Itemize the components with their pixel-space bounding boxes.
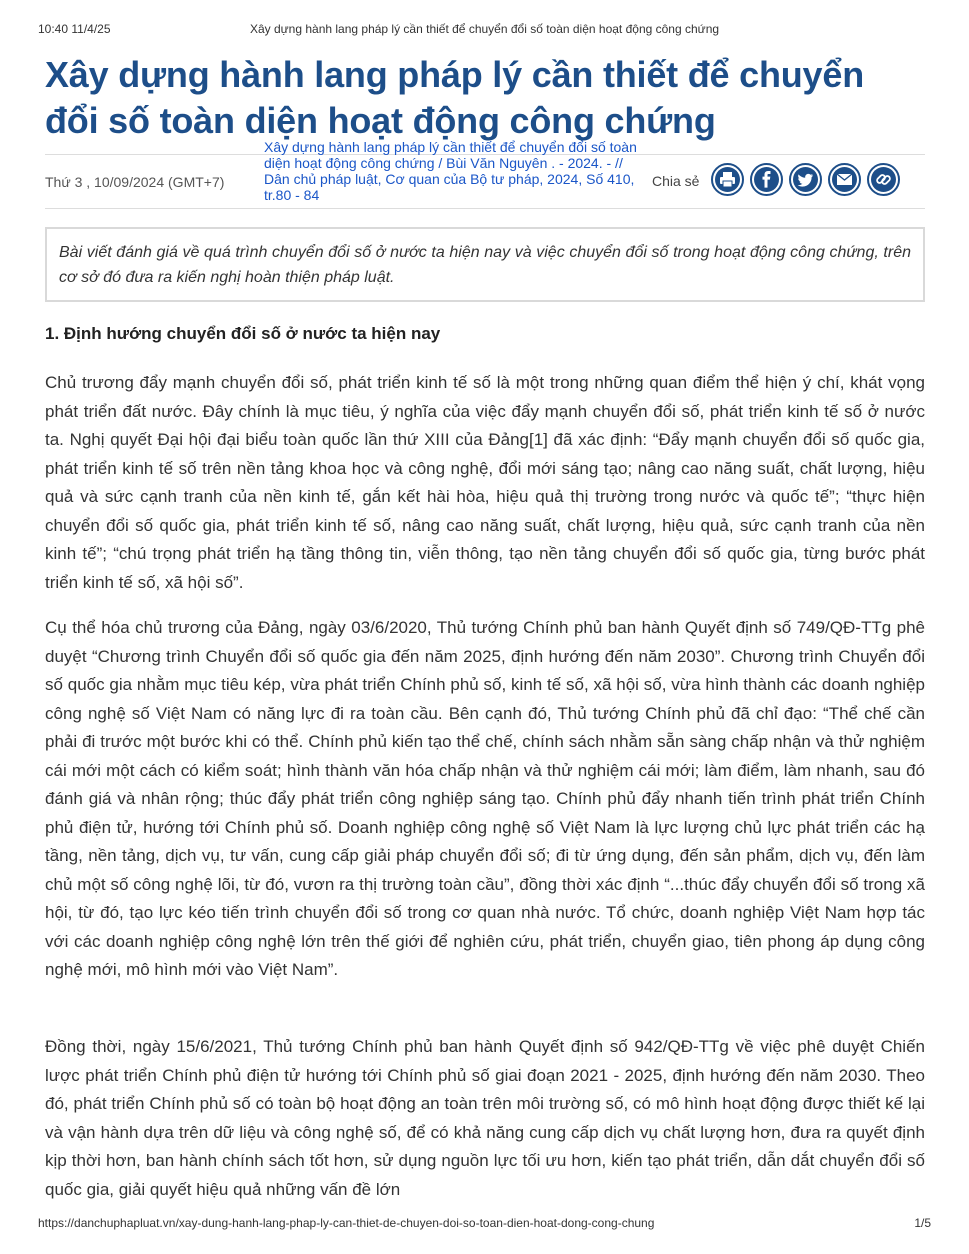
article-title: Xây dựng hành lang pháp lý cần thiết để chuyển đổi số toàn diện hoạt động công chứng <box>45 54 864 141</box>
body-paragraph-2: Cụ thể hóa chủ trương của Đảng, ngày 03/6/2020, Thủ tướng Chính phủ ban hành Quyết định số 749/QĐ-TTg phê duyệt “Chương trình Chuyển đổi số quốc gia đến năm 2025, định hướng đến năm 2030”. Chương trình Chuyển đổi số quốc gia nhằm mục tiêu kép, vừa phát triển Chính phủ số, kinh tế số, xã hội số, vừa hình thành các doanh nghiệp công nghệ số Việt Nam có năng lực đi ra toàn cầu. Bên cạnh đó, Thủ tướng Chính phủ đã chỉ đạo: “Thể chế cần phải đi trước một bước khi có thể. Chính phủ kiến tạo thể chế, chính sách nhằm sẵn sàng chấp nhận và thử nghiệm cái mới một cách có kiểm soát; hình thành văn hóa chấp nhận và thử nghiệm cái mới; làm điểm, làm nhanh, sau đó đánh giá và nhân rộng; thúc đẩy phát triển công nghiệp sáng tạo. Chính phủ đẩy nhanh tiến trình phát triển Chính phủ điện tử, hướng tới Chính phủ số. Doanh nghiệp công nghệ số Việt Nam là lực lượng chủ lực phát triển các hạ tầng, nền tảng, dịch vụ, tư vấn, cung cấp giải pháp chuyển đổi số; đi từ ứng dụng, đến sản phẩm, dịch vụ, đến làm chủ một số công nghệ lõi, từ đó, vươn ra thị trường toàn cầu”, đồng thời xác định “...thúc đẩy chuyển đổi số trong xã hội, từ đó, tạo lực kéo tiến trình chuyển đổi số trong cơ quan nhà nước. Tổ chức, doanh nghiệp Việt Nam hợp tác với các doanh nghiệp công nghệ lớn trên thế giới để nghiên cứu, phát triển, chuyển giao, tiên phong áp dụng công nghệ mới, mô hình mới vào Việt Nam”. <box>45 618 925 979</box>
share-label: Chia sẻ <box>652 173 700 189</box>
article-date: Thứ 3 , 10/09/2024 (GMT+7) <box>45 174 225 190</box>
print-url: https://danchuphapluat.vn/xay-dung-hanh-lang-phap-ly-can-thiet-de-chuyen-doi-so-toan-dien-hoat-dong-cong-chung <box>38 1216 655 1230</box>
print-datetime: 10:40 11/4/25 <box>38 22 111 36</box>
body-paragraph-3: Đồng thời, ngày 15/6/2021, Thủ tướng Chính phủ ban hành Quyết định số 942/QĐ-TTg về việc phê duyệt Chiến lược phát triển Chính phủ điện tử hướng tới Chính phủ số giai đoạn 2021 - 2025, định hướng đến năm 2030. Theo đó, phát triển Chính phủ số có toàn bộ hoạt động an toàn trên môi trường số, có mô hình hoạt động được thiết kế lại và vận hành dựa trên dữ liệu và công nghệ số, để có khả năng cung cấp dịch vụ chất lượng hơn, đưa ra quyết định kịp thời hơn, ban hành chính sách tốt hơn, sử dụng nguồn lực tối ưu hơn, kiến tạo phát triển, dẫn dắt chuyển đổi số quốc gia, giải quyết hiệu quả những vấn đề lớn <box>45 1037 925 1199</box>
facebook-icon[interactable] <box>750 163 783 196</box>
print-footer <box>38 1216 931 1232</box>
section-heading: 1. Định hướng chuyển đổi số ở nước ta hiện nay <box>45 324 441 343</box>
print-header <box>38 22 931 38</box>
share-icons <box>711 163 900 196</box>
print-doc-title: Xây dựng hành lang pháp lý cần thiết để chuyển đổi số toàn diện hoạt động công chứng <box>249 22 720 36</box>
twitter-icon[interactable] <box>789 163 822 196</box>
link-icon[interactable] <box>867 163 900 196</box>
print-icon[interactable] <box>711 163 744 196</box>
meta-bottom-divider <box>45 208 925 209</box>
body-paragraph-1: Chủ trương đẩy mạnh chuyển đổi số, phát triển kinh tế số là một trong những quan điểm thể hiện ý chí, khát vọng phát triển đất nước. Đây chính là mục tiêu, ý nghĩa của việc đẩy mạnh chuyển đổi số, phát triển kinh tế số ở nước ta. Nghị quyết Đại hội đại biểu toàn quốc lần thứ XIII của Đảng[1] đã xác định: “Đẩy mạnh chuyển đổi số quốc gia, phát triển kinh tế số trên nền tảng khoa học và công nghệ, đổi mới sáng tạo; nâng cao năng suất, chất lượng, hiệu quả và sức cạnh tranh của nền kinh tế, gắn kết hài hòa, hiệu quả thị trường trong nước và quốc tế”; “thực hiện chuyển đổi số quốc gia, phát triển kinh tế số, nâng cao năng suất, chất lượng, hiệu quả, sức cạnh tranh của nền kinh tế”; “chú trọng phát triển hạ tầng thông tin, viễn thông, tạo nền tảng chuyển đổi số quốc gia, từng bước phát triển kinh tế số, xã hội số”. <box>45 373 925 592</box>
email-icon[interactable] <box>828 163 861 196</box>
citation-link[interactable]: Xây dựng hành lang pháp lý cần thiết để chuyển đổi số toàn diện hoạt động công chứng / Bùi Văn Nguyên . - 2024. - // Dân chủ pháp luật, Cơ quan của Bộ tư pháp, 2024, Số 410, tr.80 - 84 <box>264 139 637 203</box>
article-abstract: Bài viết đánh giá về quá trình chuyển đổi số ở nước ta hiện nay và việc chuyển đổi số trong hoạt động công chứng, trên cơ sở đó đưa ra kiến nghị hoàn thiện pháp luật. <box>45 227 925 302</box>
page-number: 1/5 <box>914 1216 931 1230</box>
